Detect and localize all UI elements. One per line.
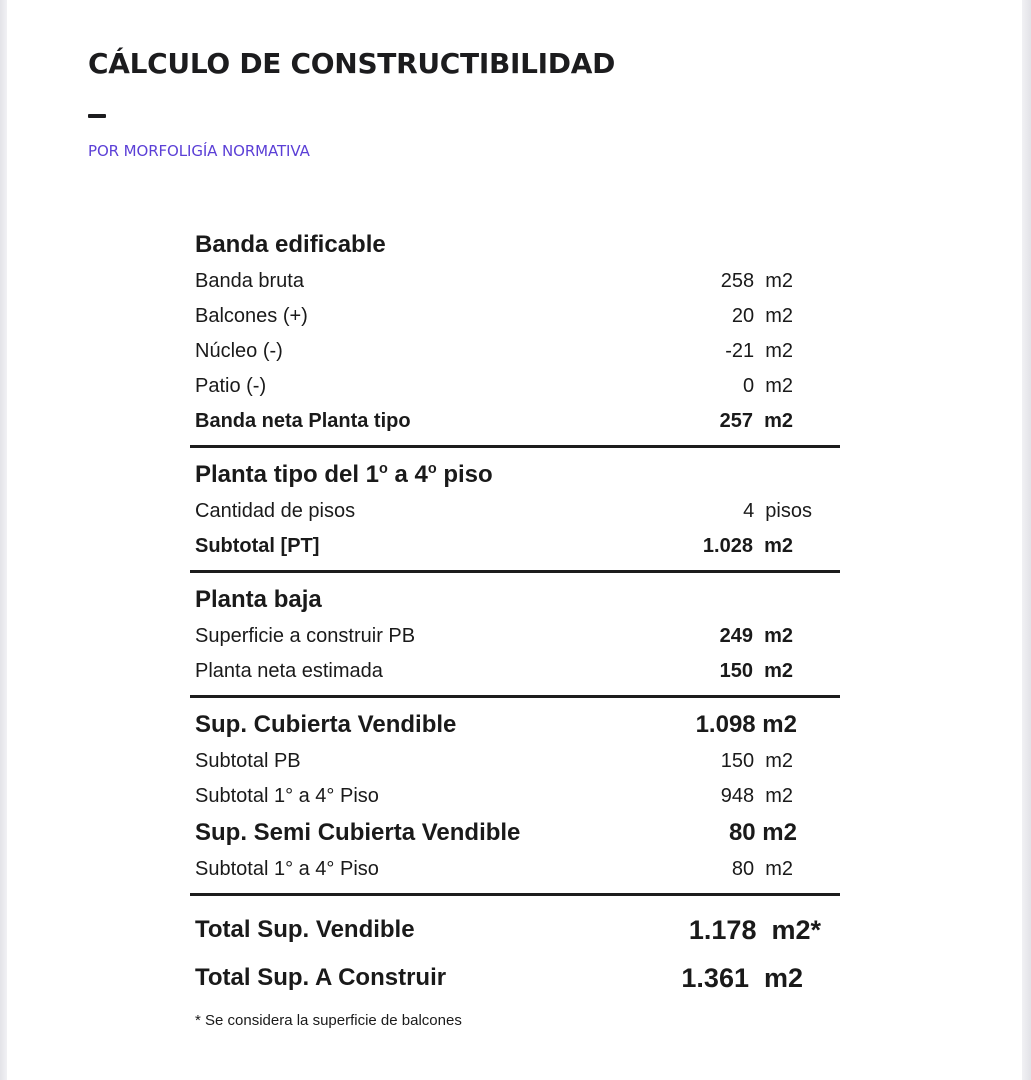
row-label: Banda bruta — [195, 270, 304, 292]
table-row — [190, 334, 840, 369]
row-value: 1.178 m2* — [688, 914, 821, 945]
row-label: Patio (-) — [195, 375, 267, 397]
row-label: Subtotal 1° a 4° Piso — [195, 785, 379, 807]
row-value: 0 m2 — [742, 375, 793, 397]
heading-label: Planta baja — [195, 586, 322, 613]
row-label: Sup. Semi Cubierta Vendible — [195, 819, 521, 846]
row-label: Total Sup. Vendible — [195, 916, 415, 943]
table-row — [190, 779, 840, 814]
row-value: 80 m2 — [728, 819, 797, 846]
heading-label: Banda edificable — [195, 231, 386, 258]
table-row — [190, 494, 840, 529]
constructibility-table — [190, 226, 840, 1029]
page-title: CÁLCULO DE CONSTRUCTIBILIDAD — [88, 47, 616, 80]
semi-cubierta-vendible-row — [190, 814, 840, 852]
row-label: Subtotal [PT] — [195, 535, 320, 557]
table-row — [190, 619, 840, 654]
total-construir-row — [190, 954, 840, 1002]
subtotal-row — [190, 529, 840, 564]
row-value: 150 m2 — [720, 750, 793, 772]
row-value: 249 m2 — [719, 625, 793, 647]
row-value: 150 m2 — [719, 660, 793, 682]
footnote: * Se considera la superficie de balcones — [195, 1012, 462, 1029]
row-value: 258 m2 — [720, 270, 793, 292]
row-value: 20 m2 — [731, 305, 793, 327]
row-value: 1.361 m2 — [681, 962, 803, 993]
section-banda-edificable — [190, 226, 840, 448]
section-totales — [190, 896, 840, 1029]
row-value: 1.098 m2 — [695, 711, 797, 738]
row-value: 1.028 m2 — [702, 535, 793, 557]
row-value: 80 m2 — [731, 858, 793, 880]
row-label: Sup. Cubierta Vendible — [195, 711, 457, 738]
row-label: Planta neta estimada — [195, 660, 383, 682]
subtotal-row — [190, 404, 840, 439]
row-label: Balcones (+) — [195, 305, 308, 327]
page-edge-right — [1022, 0, 1031, 1080]
row-value: 948 m2 — [720, 785, 793, 807]
row-label: Total Sup. A Construir — [195, 964, 447, 991]
section-heading — [190, 226, 840, 264]
row-label: Subtotal 1° a 4° Piso — [195, 858, 379, 880]
table-row — [190, 369, 840, 404]
table-row — [190, 744, 840, 779]
table-row — [190, 264, 840, 299]
table-row — [190, 299, 840, 334]
cubierta-vendible-row — [190, 706, 840, 744]
table-row — [190, 654, 840, 689]
heading-label: Planta tipo del 1$^o$ a 4$^o$ piso — [195, 461, 493, 488]
row-value: -21 m2 — [725, 340, 793, 362]
section-planta-tipo — [190, 448, 840, 573]
section-vendible — [190, 698, 840, 896]
section-heading — [190, 581, 840, 619]
row-label: Banda neta Planta tipo — [195, 410, 411, 432]
row-value: 257 m2 — [719, 410, 793, 432]
row-label: Cantidad de pisos — [195, 500, 356, 522]
document-header — [88, 44, 615, 160]
title-dash-divider — [88, 114, 106, 118]
page-edge-left — [0, 0, 7, 1080]
row-label: Subtotal PB — [195, 750, 301, 772]
row-label: Núcleo (-) — [195, 340, 283, 362]
section-heading — [190, 456, 840, 494]
total-vendible-row — [190, 906, 840, 954]
page-subtitle: POR MORFOLIGÍA NORMATIVA — [88, 142, 310, 160]
row-value: 4 pisos — [743, 500, 812, 522]
section-planta-baja — [190, 573, 840, 698]
table-row — [190, 852, 840, 887]
row-label: Superficie a construir PB — [195, 625, 416, 647]
